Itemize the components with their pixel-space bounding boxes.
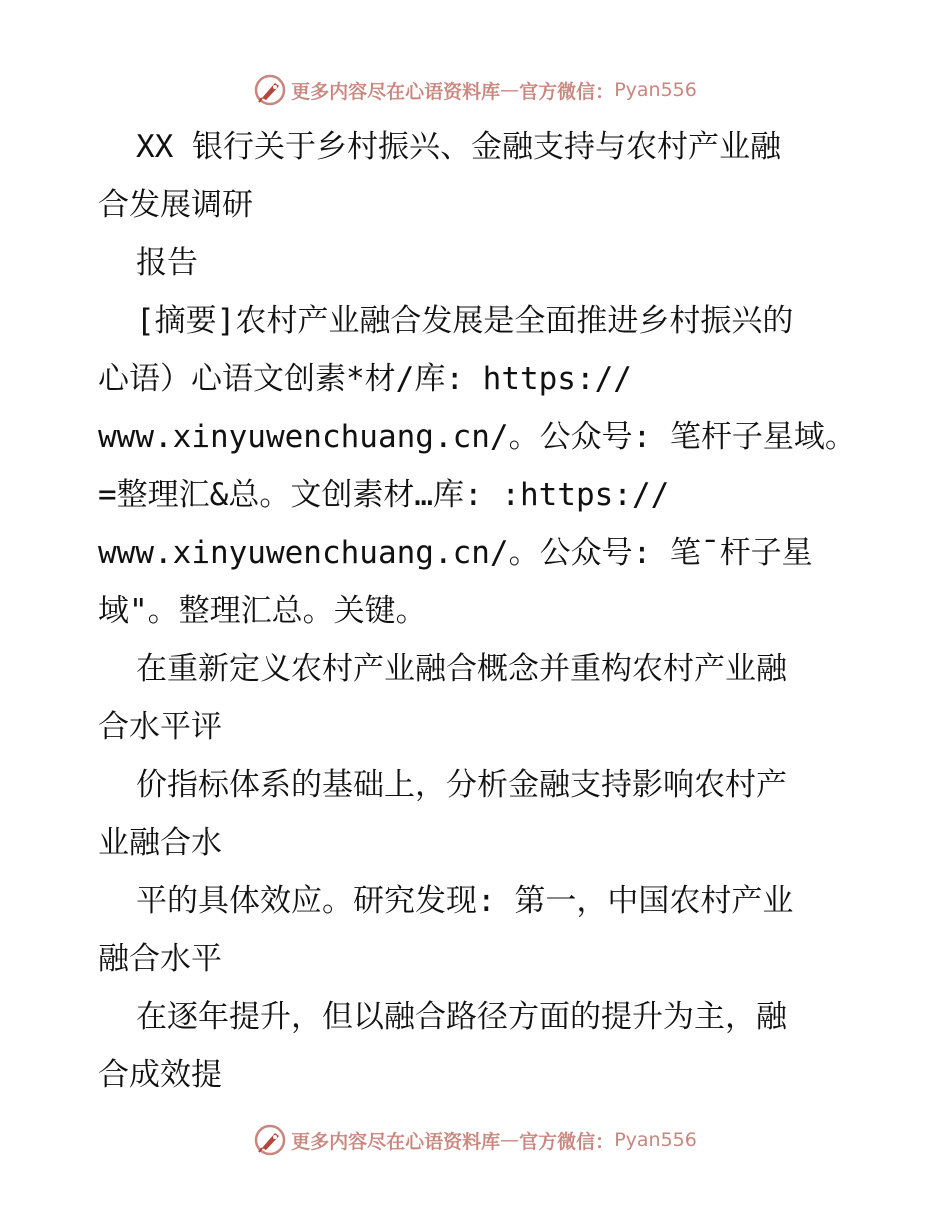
banner-tagline: 更多内容尽在心语资料库 bbox=[291, 80, 501, 103]
text-line: 在逐年提升，但以融合路径方面的提升为主，融 bbox=[136, 999, 787, 1035]
text-line: 域"。整理汇总。关键。 bbox=[98, 593, 427, 629]
text-line: www.xinyuwenchuang.cn/。公众号: 笔杆子星域。 bbox=[98, 419, 856, 455]
document-body bbox=[98, 118, 858, 1104]
banner-separator: — bbox=[500, 1129, 520, 1151]
text-line: 融合水平 bbox=[98, 941, 222, 977]
text-line: www.xinyuwenchuang.cn/。公众号: 笔¯杆子星 bbox=[98, 535, 813, 571]
text-line: 业融合水 bbox=[98, 825, 222, 861]
banner-wechat-label: 官方微信： bbox=[519, 1130, 615, 1153]
text-line: 合成效提 bbox=[98, 1057, 222, 1093]
banner-tagline: 更多内容尽在心语资料库 bbox=[291, 1130, 501, 1153]
text-line: 在重新定义农村产业融合概念并重构农村产业融 bbox=[136, 651, 787, 687]
banner-separator: — bbox=[500, 79, 520, 101]
text-line: 合水平评 bbox=[98, 709, 222, 745]
quill-logo-icon bbox=[253, 73, 287, 107]
banner-wechat-id: Pyan556 bbox=[614, 1129, 697, 1151]
title-line-2: 合发展调研 bbox=[98, 187, 253, 223]
title-line-1: XX 银行关于乡村振兴、金融支持与农村产业融 bbox=[136, 129, 781, 165]
text-line: 心语）心语文创素*材/库: https:// bbox=[98, 361, 632, 397]
text-line: =整理汇&总。文创素材…库: :https:// bbox=[98, 477, 670, 513]
abstract-line: [摘要]农村产业融合发展是全面推进乡村振兴的 bbox=[136, 303, 794, 339]
text-line: 平的具体效应。研究发现: 第一，中国农村产业 bbox=[136, 883, 794, 919]
quill-logo-icon bbox=[253, 1123, 287, 1157]
text-line: 价指标体系的基础上，分析金融支持影响农村产 bbox=[136, 767, 787, 803]
banner-wechat-id: Pyan556 bbox=[614, 79, 697, 101]
title-line-3: 报告 bbox=[136, 245, 198, 281]
banner-wechat-label: 官方微信： bbox=[519, 80, 615, 103]
footer-banner bbox=[0, 1122, 950, 1158]
header-banner bbox=[0, 72, 950, 108]
